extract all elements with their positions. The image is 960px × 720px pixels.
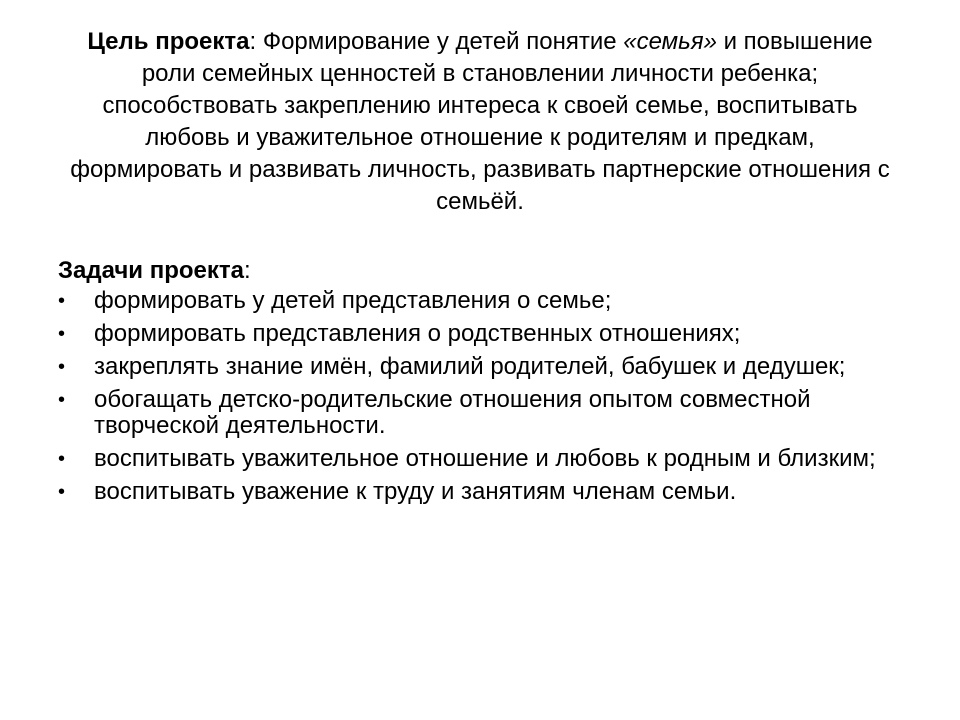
task-item-text: воспитывать уважение к труду и занятиям членам семьи. [94, 478, 737, 505]
bullet-icon: • [58, 323, 66, 345]
project-goal-quoted-word: «семья» [623, 28, 717, 55]
project-tasks-list [58, 288, 918, 505]
task-item-text: воспитывать уважительное отношение и любовь к родным и близким; [94, 445, 876, 472]
project-tasks-colon: : [244, 257, 251, 284]
project-tasks-label: Задачи проекта [58, 257, 244, 284]
bullet-icon: • [58, 290, 66, 312]
task-item-text: формировать представления о родственных отношениях; [94, 320, 741, 347]
task-item-text: формировать у детей представления о семье; [94, 287, 612, 314]
task-item-text: обогащать детско-родительские отношения опытом совместной творческой деятельности. [94, 386, 811, 439]
project-goal-label: Цель проекта [87, 28, 250, 55]
task-item [58, 479, 918, 505]
bullet-icon: • [58, 356, 66, 378]
project-goal-colon: : [249, 28, 257, 55]
project-tasks-section [58, 256, 918, 512]
project-goal-text-start: Формирование у детей понятие [256, 28, 624, 55]
task-item [58, 321, 918, 347]
project-goal-paragraph [70, 26, 890, 218]
bullet-icon: • [58, 481, 66, 503]
task-item [58, 387, 918, 439]
bullet-icon: • [58, 389, 66, 411]
task-item [58, 446, 918, 472]
task-item-text: закреплять знание имён, фамилий родителей, бабушек и дедушек; [94, 353, 846, 380]
task-item [58, 354, 918, 380]
project-tasks-heading [58, 256, 918, 286]
task-item [58, 288, 918, 314]
bullet-icon: • [58, 448, 66, 470]
project-goal-text-end: и повышение роли семейных ценностей в становлении личности ребенка; способствовать закреплению интереса к своей семье, воспитывать любовь и уважительное отношение к родителям и предкам, формировать и развивать личность, развивать партнерские отношения с семьёй. [70, 28, 890, 215]
